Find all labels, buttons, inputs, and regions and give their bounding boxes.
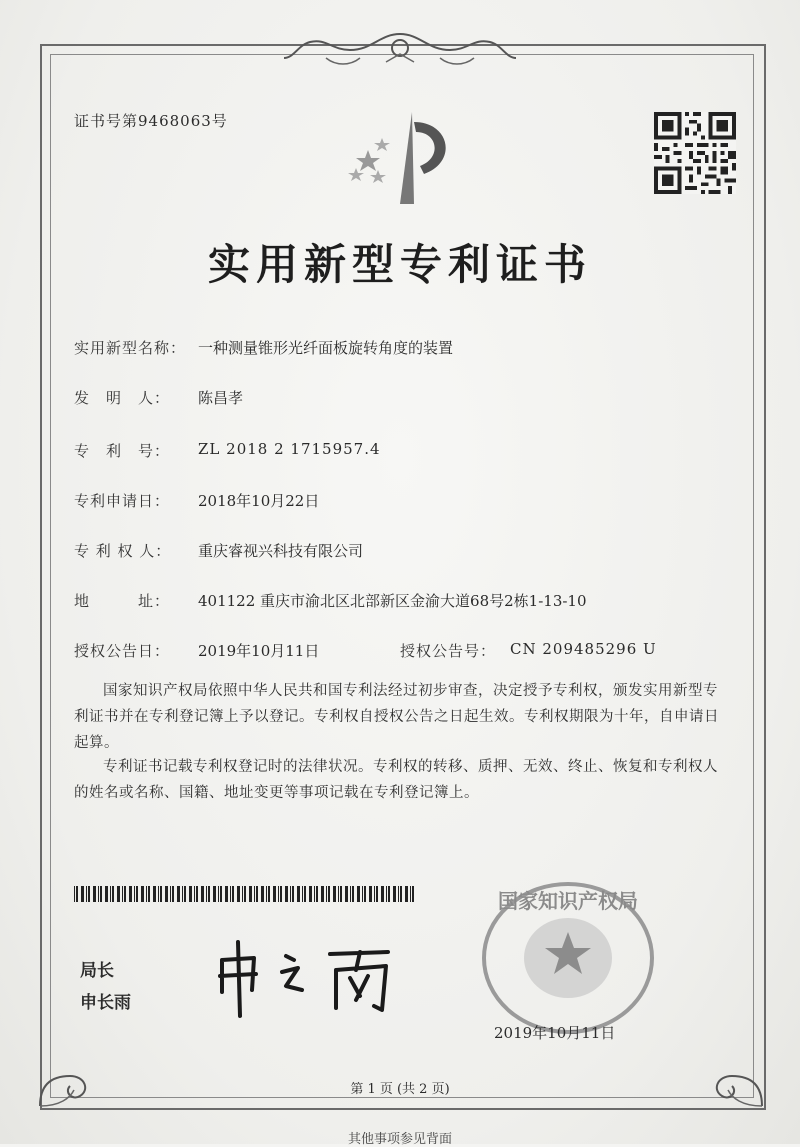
qr-code-icon [654, 112, 736, 194]
page-number: 第 1 页 (共 2 页) [350, 1082, 450, 1097]
patent-office-logo [340, 108, 470, 208]
application-date-label: 专利申请日： [74, 492, 171, 510]
top-ornament [280, 28, 520, 72]
official-seal [478, 878, 658, 1038]
grant-publication-value: CN 209485296 U [510, 640, 657, 658]
utility-model-name-label: 实用新型名称： [74, 339, 187, 357]
seal-text: 国家知识产权局 [498, 889, 638, 913]
grant-publication-label: 授权公告号： [400, 642, 497, 660]
grant-date-value: 2019年10月11日 [198, 642, 320, 660]
certificate-title: 实用新型专利证书 [207, 240, 592, 289]
address-value: 401122 重庆市渝北区北部新区金渝大道68号2栋1-13-10 [198, 592, 587, 610]
legal-status-paragraph: 专利证书记载专利权登记时的法律状况。专利权的转移、质押、无效、终止、恢复和专利权人的姓名或名称、国籍、地址变更等事项记载在专利登记簿上。 [74, 759, 718, 801]
inventor-value: 陈昌孝 [198, 389, 244, 407]
barcode [74, 886, 414, 902]
patent-number-label: 专 利 号： [74, 442, 171, 460]
director-name: 申长雨 [80, 993, 131, 1013]
patentee-label: 专 利 权 人： [74, 542, 172, 560]
patentee-value: 重庆睿视兴科技有限公司 [198, 542, 364, 560]
grant-date-label: 授权公告日： [74, 642, 171, 660]
bottom-note: 其他事项参见背面 [347, 1132, 452, 1147]
patent-number-value: ZL 2018 2 1715957.4 [198, 440, 381, 458]
director-title: 局长 [80, 961, 114, 981]
certificate-number: 证书号第9468063号 [74, 112, 228, 130]
address-label: 地 址： [74, 592, 171, 610]
inventor-label: 发 明 人： [74, 389, 171, 407]
issue-date: 2019年10月11日 [494, 1024, 616, 1042]
utility-model-name-value: 一种测量锥形光纤面板旋转角度的装置 [198, 339, 454, 357]
grant-statement-paragraph: 国家知识产权局依照中华人民共和国专利法经过初步审查，决定授予专利权，颁发实用新型专利证书并在专利登记簿上予以登记。专利权自授权公告之日起生效。专利权期限为十年，自申请日起算。 [74, 683, 719, 751]
director-signature [210, 930, 410, 1020]
application-date-value: 2018年10月22日 [198, 492, 320, 510]
